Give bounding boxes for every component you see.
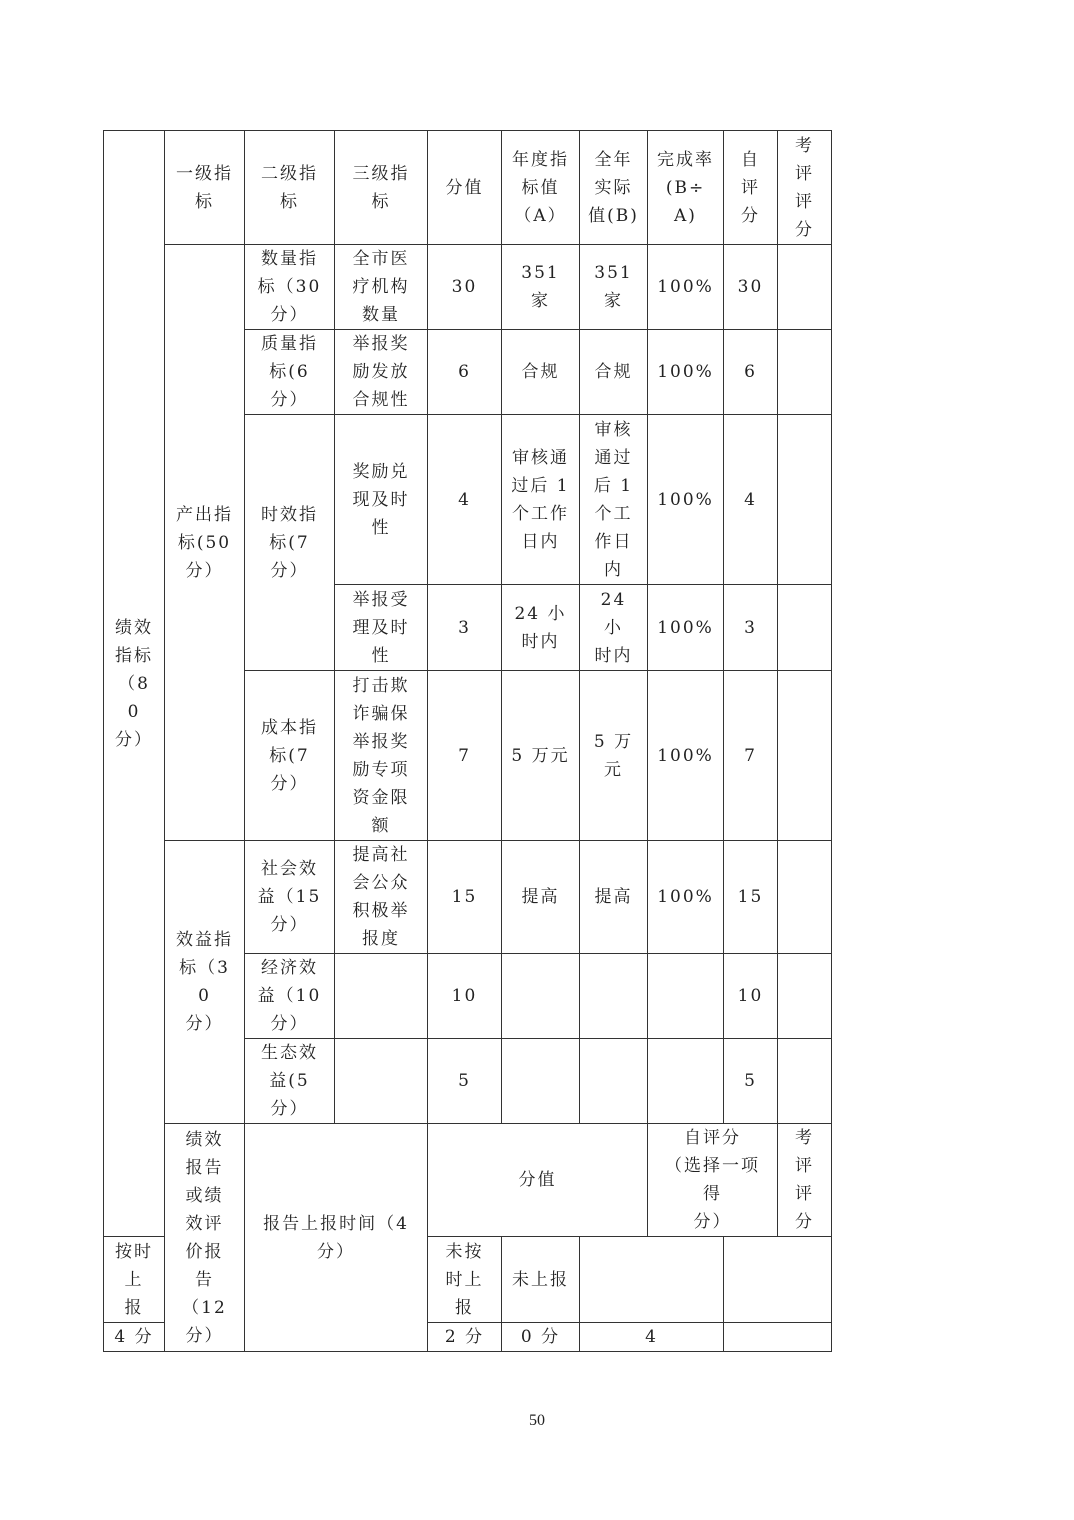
header-actual: 全年 实际 值(B) xyxy=(580,131,648,245)
option-on-time: 按时上 报 xyxy=(104,1237,165,1323)
report-self-score-header: 自评分 （选择一项得 分） xyxy=(648,1124,778,1237)
target-cell: 351 家 xyxy=(502,245,580,330)
header-completion-rate: 完成率 (B÷A) xyxy=(648,131,724,245)
level3-cell xyxy=(335,954,428,1039)
level3-cell: 提高社 会公众 积极举 报度 xyxy=(335,841,428,954)
review-score-cell xyxy=(778,671,832,841)
actual-cell xyxy=(580,954,648,1039)
self-score-cell: 15 xyxy=(724,841,778,954)
level2-cell: 成本指 标(7 分） xyxy=(245,671,335,841)
review-score-cell xyxy=(778,415,832,585)
actual-cell: 351 家 xyxy=(580,245,648,330)
rate-cell: 100% xyxy=(648,841,724,954)
target-cell: 审核通 过后 1 个工作 日内 xyxy=(502,415,580,585)
level3-cell xyxy=(335,1039,428,1124)
actual-cell: 提高 xyxy=(580,841,648,954)
score-cell: 3 xyxy=(428,585,502,671)
review-score-cell xyxy=(778,841,832,954)
level2-cell: 生态效 益(5 分） xyxy=(245,1039,335,1124)
self-score-cell: 5 xyxy=(724,1039,778,1124)
option-late: 未按 时上 报 xyxy=(428,1237,502,1323)
score-cell: 6 xyxy=(428,330,502,415)
report-self-score-blank xyxy=(580,1237,724,1323)
points-late: 2 分 xyxy=(428,1323,502,1352)
actual-cell: 合规 xyxy=(580,330,648,415)
actual-cell xyxy=(580,1039,648,1124)
review-score-cell xyxy=(778,954,832,1039)
performance-indicators-label: 绩效 指标 （80 分） xyxy=(104,131,165,1237)
target-cell: 24 小 时内 xyxy=(502,585,580,671)
actual-cell: 24 小 时内 xyxy=(580,585,648,671)
self-score-cell: 3 xyxy=(724,585,778,671)
header-level2: 二级指 标 xyxy=(245,131,335,245)
rate-cell: 100% xyxy=(648,330,724,415)
performance-table xyxy=(103,130,832,1352)
header-score: 分值 xyxy=(428,131,502,245)
self-score-cell: 4 xyxy=(724,415,778,585)
target-cell xyxy=(502,954,580,1039)
rate-cell: 100% xyxy=(648,245,724,330)
report-review-header: 考 评 评 分 xyxy=(778,1124,832,1237)
output-indicators-label: 产出指 标(50 分） xyxy=(165,245,245,841)
actual-cell: 5 万 元 xyxy=(580,671,648,841)
score-cell: 7 xyxy=(428,671,502,841)
score-cell: 30 xyxy=(428,245,502,330)
report-score-header: 分值 xyxy=(428,1124,648,1237)
report-review-value xyxy=(724,1323,832,1352)
score-cell: 10 xyxy=(428,954,502,1039)
header-review-score: 考 评 评 分 xyxy=(778,131,832,245)
target-cell: 合规 xyxy=(502,330,580,415)
option-not-reported: 未上报 xyxy=(502,1237,580,1323)
self-score-cell: 30 xyxy=(724,245,778,330)
self-score-cell: 6 xyxy=(724,330,778,415)
target-cell: 5 万元 xyxy=(502,671,580,841)
rate-cell: 100% xyxy=(648,671,724,841)
header-level1: 一级指 标 xyxy=(165,131,245,245)
header-self-score: 自 评 分 xyxy=(724,131,778,245)
level2-cell: 时效指 标(7 分） xyxy=(245,415,335,671)
review-score-cell xyxy=(778,1039,832,1124)
score-cell: 15 xyxy=(428,841,502,954)
rate-cell: 100% xyxy=(648,415,724,585)
self-score-cell: 7 xyxy=(724,671,778,841)
level3-cell: 举报受 理及时 性 xyxy=(335,585,428,671)
rate-cell xyxy=(648,954,724,1039)
level3-cell: 打击欺 诈骗保 举报奖 励专项 资金限 额 xyxy=(335,671,428,841)
points-not-reported: 0 分 xyxy=(502,1323,580,1352)
level3-cell: 奖励兑 现及时 性 xyxy=(335,415,428,585)
review-score-cell xyxy=(778,585,832,671)
level2-cell: 经济效 益（10 分） xyxy=(245,954,335,1039)
benefit-indicators-label: 效益指 标（30 分） xyxy=(165,841,245,1124)
level2-cell: 质量指 标(6 分） xyxy=(245,330,335,415)
table-row xyxy=(104,841,832,954)
target-cell xyxy=(502,1039,580,1124)
score-cell: 4 xyxy=(428,415,502,585)
report-self-score-value: 4 xyxy=(580,1323,724,1352)
report-item-label: 报告上报时间（4 分） xyxy=(245,1124,428,1352)
target-cell: 提高 xyxy=(502,841,580,954)
level3-cell: 举报奖 励发放 合规性 xyxy=(335,330,428,415)
report-review-blank xyxy=(724,1237,832,1323)
report-section-label: 绩效 报告 或绩 效评 价报 告 （12 分） xyxy=(165,1124,245,1352)
header-annual-target: 年度指 标值 （A） xyxy=(502,131,580,245)
level2-cell: 数量指 标（30 分） xyxy=(245,245,335,330)
self-score-cell: 10 xyxy=(724,954,778,1039)
level2-cell: 社会效 益（15 分） xyxy=(245,841,335,954)
points-on-time: 4 分 xyxy=(104,1323,165,1352)
review-score-cell xyxy=(778,245,832,330)
score-cell: 5 xyxy=(428,1039,502,1124)
page-number: 50 xyxy=(529,1412,545,1429)
rate-cell xyxy=(648,1039,724,1124)
header-level3: 三级指 标 xyxy=(335,131,428,245)
table-row xyxy=(104,245,832,330)
table-row xyxy=(104,1124,832,1237)
review-score-cell xyxy=(778,330,832,415)
rate-cell: 100% xyxy=(648,585,724,671)
level3-cell: 全市医 疗机构 数量 xyxy=(335,245,428,330)
actual-cell: 审核 通过 后 1 个工 作日 内 xyxy=(580,415,648,585)
